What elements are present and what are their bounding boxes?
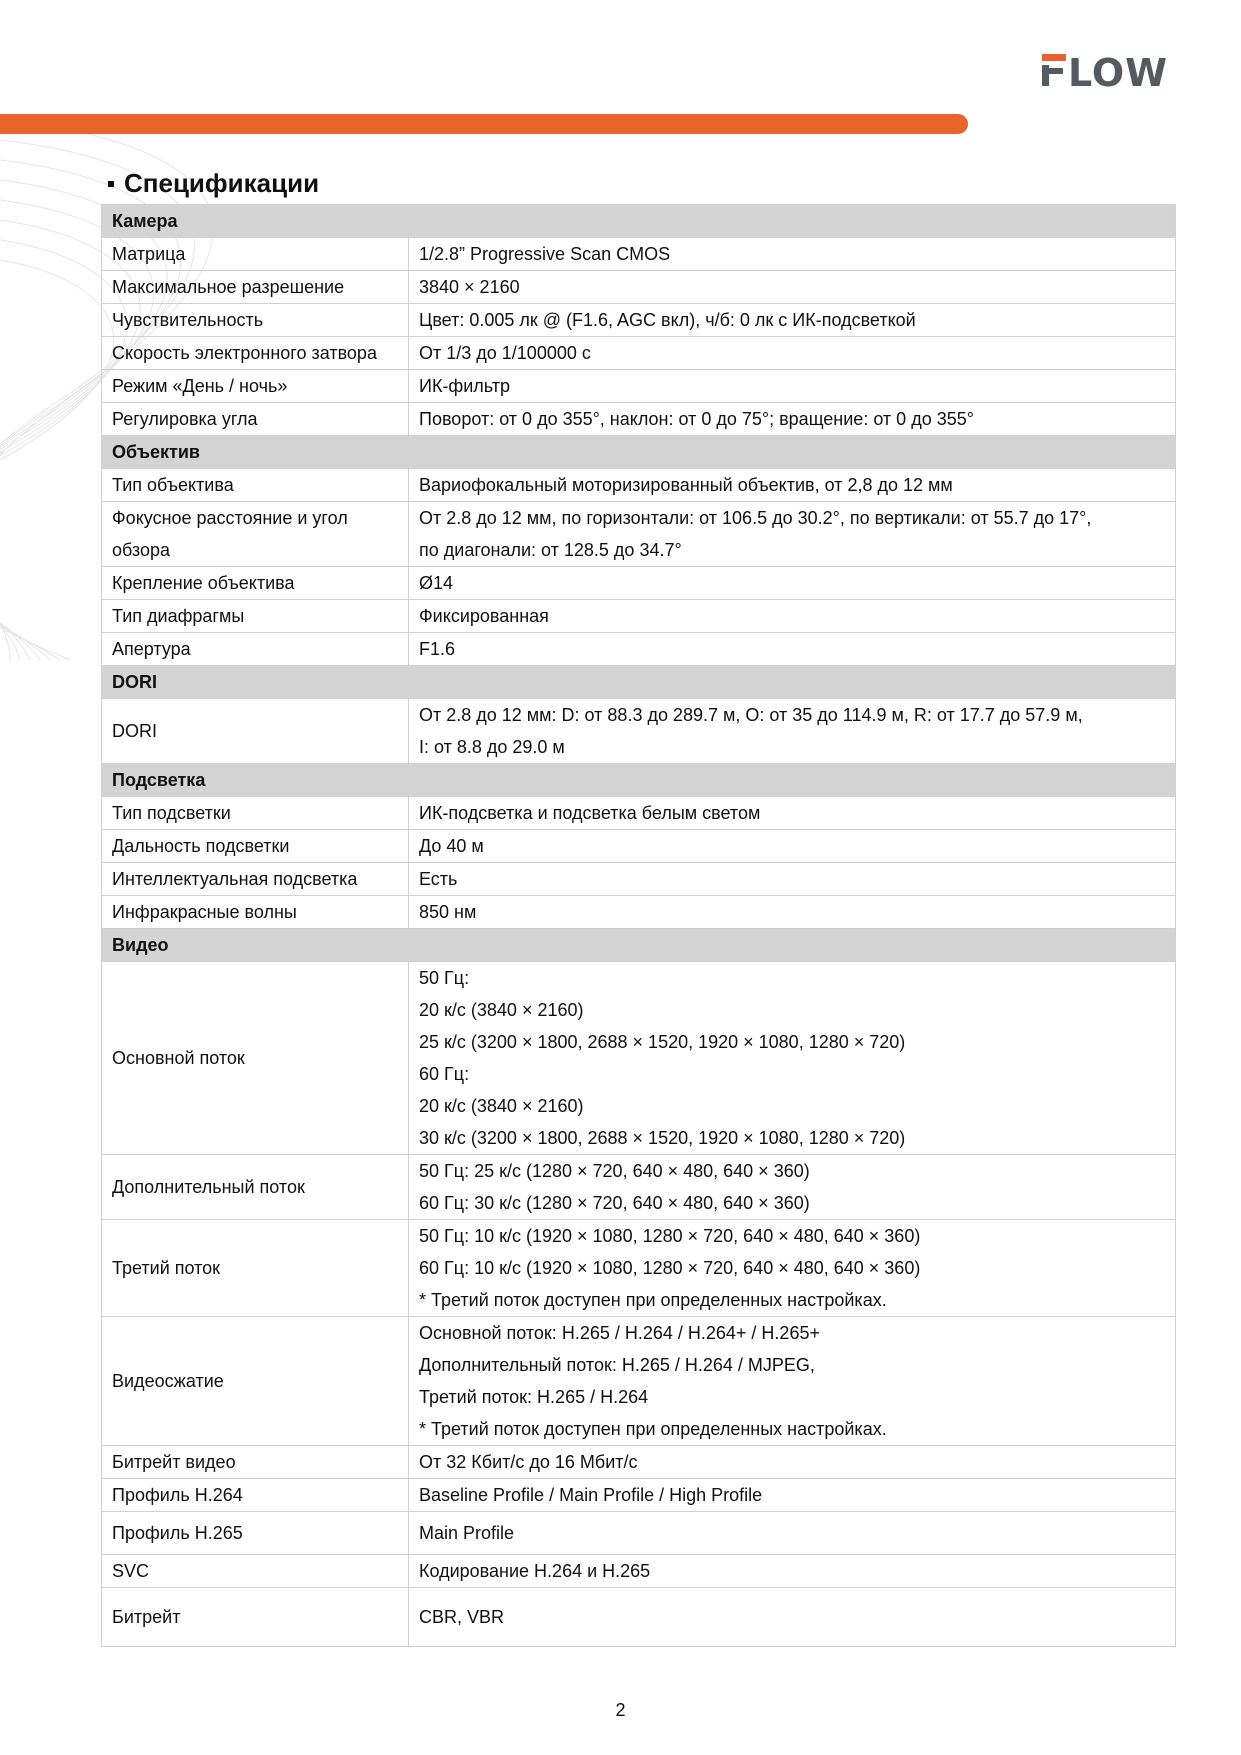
spec-row <box>102 337 1176 370</box>
spec-label: Третий поток <box>102 1220 409 1317</box>
spec-value-line: F1.6 <box>419 639 456 659</box>
page-number: 2 <box>615 1700 626 1720</box>
spec-value <box>409 797 1176 830</box>
spec-value <box>409 830 1176 863</box>
spec-value <box>409 469 1176 502</box>
spec-value <box>409 304 1176 337</box>
spec-label: Скорость электронного затвора <box>102 337 409 370</box>
spec-value <box>409 502 1176 567</box>
spec-row <box>102 633 1176 666</box>
spec-value-line: Поворот: от 0 до 355°, наклон: от 0 до 75°; вращение: от 0 до 355° <box>419 409 974 429</box>
spec-value-line: От 2.8 до 12 мм, по горизонтали: от 106.5 до 30.2°, по вертикали: от 55.7 до 17°, <box>419 508 1092 528</box>
spec-value <box>409 238 1176 271</box>
spec-value <box>409 600 1176 633</box>
spec-value <box>409 370 1176 403</box>
spec-row <box>102 567 1176 600</box>
spec-label: Режим «День / ночь» <box>102 370 409 403</box>
page-heading <box>108 168 319 199</box>
spec-value <box>409 271 1176 304</box>
spec-label: Инфракрасные волны <box>102 896 409 929</box>
spec-value-line: 20 к/с (3840 × 2160) <box>419 1096 584 1116</box>
spec-label: Фокусное расстояние и угол обзора <box>102 502 409 567</box>
spec-value <box>409 1317 1176 1446</box>
spec-value <box>409 699 1176 764</box>
spec-row <box>102 962 1176 1155</box>
spec-row <box>102 469 1176 502</box>
spec-label: Крепление объектива <box>102 567 409 600</box>
spec-value-line: 1/2.8” Progressive Scan CMOS <box>419 244 671 264</box>
section-header-row <box>102 764 1176 797</box>
spec-label: DORI <box>102 699 409 764</box>
spec-label: Битрейт <box>102 1588 409 1647</box>
spec-value <box>409 1220 1176 1317</box>
spec-row <box>102 863 1176 896</box>
spec-value-line: 3840 × 2160 <box>419 277 520 297</box>
spec-label: Апертура <box>102 633 409 666</box>
section-title: Видео <box>102 929 1176 962</box>
spec-value <box>409 896 1176 929</box>
section-title: Камера <box>102 205 1176 238</box>
spec-value-line: Третий поток: H.265 / H.264 <box>419 1387 649 1407</box>
spec-value <box>409 863 1176 896</box>
spec-label: Матрица <box>102 238 409 271</box>
spec-row <box>102 238 1176 271</box>
spec-value-line: 50 Гц: 25 к/с (1280 × 720, 640 × 480, 640 × 360) <box>419 1161 810 1181</box>
spec-row <box>102 1512 1176 1555</box>
spec-value <box>409 1446 1176 1479</box>
spec-row <box>102 304 1176 337</box>
spec-value-line: 30 к/с (3200 × 1800, 2688 × 1520, 1920 × 1080, 1280 × 720) <box>419 1128 906 1148</box>
spec-value <box>409 1155 1176 1220</box>
spec-value <box>409 567 1176 600</box>
spec-value-line: 60 Гц: <box>419 1064 470 1084</box>
spec-row <box>102 1446 1176 1479</box>
spec-row <box>102 271 1176 304</box>
section-header-row <box>102 205 1176 238</box>
spec-value-line: Main Profile <box>419 1523 515 1543</box>
flow-logo <box>1040 50 1190 90</box>
heading-bullet-icon <box>108 181 114 187</box>
spec-label: Видеосжатие <box>102 1317 409 1446</box>
section-header-row <box>102 666 1176 699</box>
spec-label: Тип подсветки <box>102 797 409 830</box>
spec-label: Основной поток <box>102 962 409 1155</box>
spec-row <box>102 1479 1176 1512</box>
spec-value-line: CBR, VBR <box>419 1607 505 1627</box>
spec-value <box>409 337 1176 370</box>
spec-label: Битрейт видео <box>102 1446 409 1479</box>
spec-label: Тип объектива <box>102 469 409 502</box>
spec-value-line: Дополнительный поток: H.265 / H.264 / MJPEG, <box>419 1355 815 1375</box>
spec-row <box>102 403 1176 436</box>
heading-text: Спецификации <box>124 168 320 198</box>
spec-value-line: ИК-фильтр <box>419 376 511 396</box>
spec-label: Чувствительность <box>102 304 409 337</box>
spec-value-line: Ø14 <box>419 573 454 593</box>
spec-value-line: по диагонали: от 128.5 до 34.7° <box>419 540 682 560</box>
spec-value-line: 50 Гц: 10 к/с (1920 × 1080, 1280 × 720, 640 × 480, 640 × 360) <box>419 1226 921 1246</box>
section-header-row <box>102 929 1176 962</box>
specifications-table <box>101 204 1176 1647</box>
spec-value-line: I: от 8.8 до 29.0 м <box>419 737 565 757</box>
spec-value-line: От 2.8 до 12 мм: D: от 88.3 до 289.7 м, O: от 35 до 114.9 м, R: от 17.7 до 57.9 м, <box>419 705 1083 725</box>
spec-value-line: 60 Гц: 30 к/с (1280 × 720, 640 × 480, 640 × 360) <box>419 1193 810 1213</box>
spec-value-line: 25 к/с (3200 × 1800, 2688 × 1520, 1920 × 1080, 1280 × 720) <box>419 1032 906 1052</box>
spec-row <box>102 370 1176 403</box>
spec-row <box>102 797 1176 830</box>
spec-label: SVC <box>102 1555 409 1588</box>
spec-value-line: Кодирование H.264 и H.265 <box>419 1561 651 1581</box>
spec-value-line: * Третий поток доступен при определенных настройках. <box>419 1419 887 1439</box>
spec-value-line: От 1/3 до 1/100000 с <box>419 343 591 363</box>
spec-value <box>409 1479 1176 1512</box>
spec-row <box>102 1155 1176 1220</box>
section-header-row <box>102 436 1176 469</box>
spec-value <box>409 403 1176 436</box>
spec-value <box>409 1588 1176 1647</box>
spec-value <box>409 962 1176 1155</box>
spec-label: Профиль H.264 <box>102 1479 409 1512</box>
spec-row <box>102 502 1176 567</box>
spec-value <box>409 633 1176 666</box>
spec-label: Регулировка угла <box>102 403 409 436</box>
spec-row <box>102 699 1176 764</box>
spec-row <box>102 1220 1176 1317</box>
brand-accent-bar <box>0 114 968 134</box>
spec-label: Тип диафрагмы <box>102 600 409 633</box>
spec-row <box>102 1555 1176 1588</box>
spec-value-line: 20 к/с (3840 × 2160) <box>419 1000 584 1020</box>
spec-label: Профиль H.265 <box>102 1512 409 1555</box>
spec-value-line: 60 Гц: 10 к/с (1920 × 1080, 1280 × 720, 640 × 480, 640 × 360) <box>419 1258 921 1278</box>
spec-value-line: Цвет: 0.005 лк @ (F1.6, AGC вкл), ч/б: 0 лк с ИК-подсветкой <box>419 310 916 330</box>
spec-row <box>102 1588 1176 1647</box>
section-title: DORI <box>102 666 1176 699</box>
spec-value-line: Вариофокальный моторизированный объектив, от 2,8 до 12 мм <box>419 475 953 495</box>
spec-value-line: 50 Гц: <box>419 968 470 988</box>
spec-label: Максимальное разрешение <box>102 271 409 304</box>
spec-value-line: Фиксированная <box>419 606 549 626</box>
spec-value-line: Baseline Profile / Main Profile / High Profile <box>419 1485 763 1505</box>
spec-value-line: Основной поток: H.265 / H.264 / H.264+ / H.265+ <box>419 1323 820 1343</box>
section-title: Подсветка <box>102 764 1176 797</box>
spec-value-line: Есть <box>419 869 458 889</box>
spec-label: Дополнительный поток <box>102 1155 409 1220</box>
spec-row <box>102 896 1176 929</box>
spec-value-line: * Третий поток доступен при определенных настройках. <box>419 1290 887 1310</box>
spec-value-line: 850 нм <box>419 902 477 922</box>
spec-label: Дальность подсветки <box>102 830 409 863</box>
spec-row <box>102 1317 1176 1446</box>
spec-row <box>102 830 1176 863</box>
spec-value <box>409 1555 1176 1588</box>
svg-text:LOW: LOW <box>1068 51 1169 90</box>
spec-value-line: От 32 Кбит/с до 16 Мбит/с <box>419 1452 638 1472</box>
spec-value <box>409 1512 1176 1555</box>
spec-label: Интеллектуальная подсветка <box>102 863 409 896</box>
spec-row <box>102 600 1176 633</box>
spec-value-line: ИК-подсветка и подсветка белым светом <box>419 803 761 823</box>
section-title: Объектив <box>102 436 1176 469</box>
spec-value-line: До 40 м <box>419 836 484 856</box>
